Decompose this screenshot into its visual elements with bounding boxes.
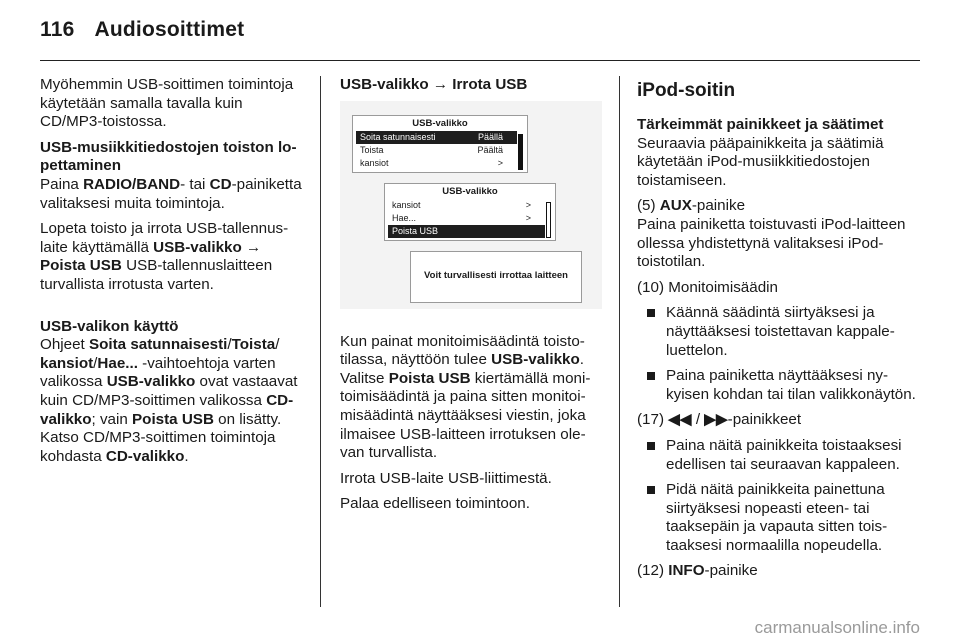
knob-label: (10) Monitoimisäädin bbox=[637, 278, 778, 296]
page-title: Audiosoittimet bbox=[94, 18, 245, 41]
list-item: Pidä näitä painikkeita painettuna siirtyäksesi nopeasti eteen- tai taaksepäin ja vapauta sitten toistaaksesi normaalilla nopeudella. bbox=[637, 481, 922, 555]
heading-usb-eject: USB-valikko → Irrota USB bbox=[340, 76, 528, 93]
paragraph-remove-usb: Lopeta toisto ja irrota USB-tallennuslaite käyttämällä USB-valikko → Poista USB USB-tallennuslaitteen turvallista irrotusta varten. bbox=[40, 220, 289, 293]
rewind-icon: ◀◀ bbox=[668, 411, 692, 429]
menu-row: kansiot > bbox=[360, 157, 503, 168]
paragraph-controls-intro: Seuraavia pääpainikkeita ja säätimiä käytetään iPod-musiikkitiedostojen toistamiseen. bbox=[637, 134, 884, 189]
scrollbar bbox=[546, 202, 551, 238]
menu-row: Soita satunnaisesti Päällä bbox=[356, 131, 517, 144]
seek-buttons-label: (17) ◀◀ / ▶▶-painikkeet bbox=[637, 411, 802, 429]
paragraph-aux-desc: Paina painiketta toistuvasti iPod-laitteen ollessa yhdistettynä valitaksesi iPod-toistotilan. bbox=[637, 215, 906, 271]
watermark: carmanualsonline.info bbox=[754, 618, 920, 637]
heading-stop-playback: USB-musiikkitiedostojen toiston lopettaminen bbox=[40, 138, 297, 175]
column-divider-1 bbox=[320, 76, 321, 607]
bullet-icon bbox=[647, 309, 655, 317]
usb-menu-figure bbox=[340, 101, 602, 309]
screen-title: USB-valikko bbox=[412, 117, 468, 129]
eject-message-screen: Voit turvallisesti irrottaa laitteen bbox=[410, 251, 582, 303]
list-item: Paina painiketta näyttääksesi nykyisen kohdan tai tilan valikkonäytön. bbox=[637, 367, 922, 404]
column-2 bbox=[340, 76, 602, 521]
paragraph-unplug: Irrota USB-laite USB-liittimestä. bbox=[340, 469, 552, 487]
menu-row: Poista USB bbox=[388, 225, 545, 238]
paragraph-return: Palaa edelliseen toimintoon. bbox=[340, 495, 530, 513]
subheading-controls: Tärkeimmät painikkeet ja säätimet bbox=[637, 116, 884, 133]
bullet-icon bbox=[647, 486, 655, 494]
paragraph-intro: Myöhemmin USB-soittimen toimintoja käytetään samalla tavalla kuin CD/MP3-toistossa. bbox=[40, 76, 294, 131]
heading-usb-menu: USB-valikon käyttö bbox=[40, 317, 179, 335]
list-item: Käännä säädintä siirtyäksesi ja näyttääksesi toistettavan kappaleluettelon. bbox=[637, 304, 922, 360]
paragraph-knob-press: Kun painat monitoimisäädintä toistotilassa, näyttöön tulee USB-valikko. Valitse Poista USB kiertämällä monitoimisäädintä ja paina sitten monitoimisäädintä näyttääksesi viestin, joka ilmaisee USB-laitteen irrotuksen olevan turvallista. bbox=[340, 332, 591, 462]
paragraph-radio-band: Paina RADIO/BAND- tai CD-painiketta valitaksesi muita toimintoja. bbox=[40, 175, 302, 212]
scrollbar bbox=[518, 134, 523, 170]
header-divider bbox=[40, 60, 920, 61]
aux-button-label: (5) AUX-painike bbox=[637, 197, 746, 215]
menu-row: Toista Päältä bbox=[360, 144, 503, 155]
menu-row: kansiot > bbox=[392, 199, 531, 210]
menu-row: Hae... > bbox=[392, 212, 531, 223]
column-divider-2 bbox=[619, 76, 620, 607]
bullet-icon bbox=[647, 372, 655, 380]
page-header bbox=[40, 18, 244, 42]
paragraph-menu-options: Ohjeet Soita satunnaisesti/Toista/ kansiot/Hae... -vaihtoehtoja varten valikossa USB-valikko ovat vastaavat kuin CD/MP3-soittimen valikossa CD-valikko; vain Poista USB on lisätty. Katso CD/MP3-soittimen toimintoja kohdasta CD-valikko. bbox=[40, 336, 298, 465]
page-number: 116 bbox=[40, 18, 75, 41]
screen-title: USB-valikko bbox=[442, 185, 498, 197]
column-1 bbox=[40, 76, 305, 473]
screen-usb-menu-1 bbox=[352, 115, 528, 173]
screen-usb-menu-2 bbox=[384, 183, 556, 241]
info-button-label: (12) INFO-painike bbox=[637, 562, 758, 580]
list-item: Paina näitä painikkeita toistaaksesi edellisen tai seuraavan kappaleen. bbox=[637, 437, 922, 474]
fast-forward-icon: ▶▶ bbox=[704, 411, 728, 429]
section-title-ipod: iPod-soitin bbox=[637, 80, 736, 101]
column-3 bbox=[637, 76, 922, 588]
bullet-icon bbox=[647, 442, 655, 450]
